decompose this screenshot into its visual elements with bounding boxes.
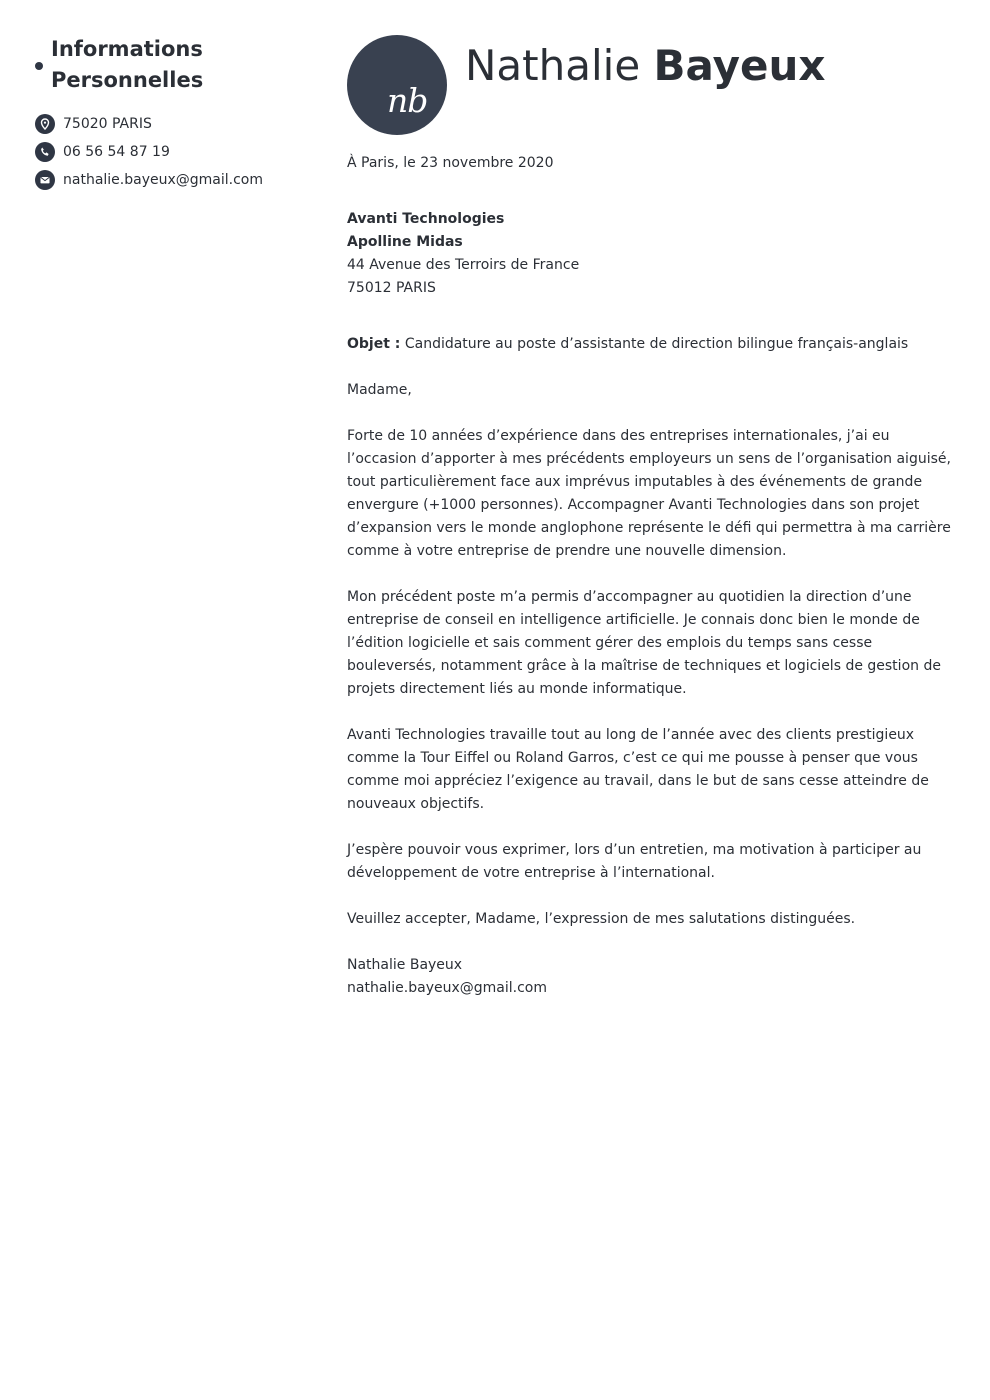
letter-paragraph: J’espère pouvoir vous exprimer, lors d’un entretien, ma motivation à participer au développement de votre entreprise à l’international. (347, 842, 922, 881)
letter-header (347, 35, 955, 135)
letter-paragraph: Avanti Technologies travaille tout au long de l’année avec des clients prestigieux comme la Tour Eiffel ou Roland Garros, c’est ce qui me pousse à penser que vous comme moi appréciez l’exigence au travail, dans le but de sans cesse atteindre de nouveaux objectifs. (347, 727, 929, 812)
recipient-company: Avanti Technologies (347, 211, 505, 227)
last-name: Bayeux (653, 41, 826, 90)
contact-phone-text: 06 56 54 87 19 (63, 144, 170, 160)
contact-email-text: nathalie.bayeux@gmail.com (63, 172, 263, 188)
signature-block (347, 954, 955, 1000)
sidebar (35, 34, 315, 194)
contact-address (35, 110, 315, 138)
letter-paragraph: Forte de 10 années d’expérience dans des entreprises internationales, j’ai eu l’occasion d’apporter à mes précédents employeurs un sens de l’organisation aiguisé, tout particulièrement face aux imprévus imputables à des événements de grande envergure (+1000 personnes). Accompagner Avanti Technologies dans son projet d’expansion vers le monde anglophone représente le défi qui permettra à ma carrière comme à votre entreprise de prendre une nouvelle dimension. (347, 428, 951, 559)
phone-icon (35, 142, 55, 162)
letter-date: À Paris, le 23 novembre 2020 (347, 155, 554, 171)
recipient-block (347, 208, 955, 300)
personal-info-header (35, 34, 315, 96)
envelope-icon (35, 170, 55, 190)
contact-list (35, 110, 315, 194)
letter-main (347, 35, 955, 1000)
letter-salutation: Madame, (347, 382, 412, 398)
contact-email (35, 166, 315, 194)
signature-email: nathalie.bayeux@gmail.com (347, 980, 547, 996)
avatar (347, 35, 447, 135)
recipient-person: Apolline Midas (347, 234, 463, 250)
letter-paragraph: Mon précédent poste m’a permis d’accompagner au quotidien la direction d’une entreprise de conseil en intelligence artificielle. Je connais donc bien le monde de l’édition logicielle et sais comment gérer des emplois du temps sans cesse bouleversés, notamment grâce à la maîtrise de techniques et logiciels de gestion de projets directement liés au monde informatique. (347, 589, 941, 697)
bullet-icon (35, 62, 43, 70)
location-pin-icon (35, 114, 55, 134)
signature-name: Nathalie Bayeux (347, 957, 463, 973)
recipient-address-line2: 75012 PARIS (347, 280, 436, 296)
avatar-initials: nb (387, 81, 428, 120)
letter-subject (347, 333, 955, 356)
letter-closing: Veuillez accepter, Madame, l’expression de mes salutations distinguées. (347, 911, 856, 927)
subject-label: Objet : (347, 336, 401, 352)
first-name: Nathalie (465, 41, 641, 90)
section-title: Informations Personnelles (51, 37, 204, 92)
letter-body (347, 152, 955, 1000)
candidate-name (465, 39, 825, 93)
contact-address-text: 75020 PARIS (63, 116, 152, 132)
contact-phone (35, 138, 315, 166)
recipient-address-line1: 44 Avenue des Terroirs de France (347, 257, 580, 273)
subject-text: Candidature au poste d’assistante de direction bilingue français-anglais (400, 336, 909, 352)
